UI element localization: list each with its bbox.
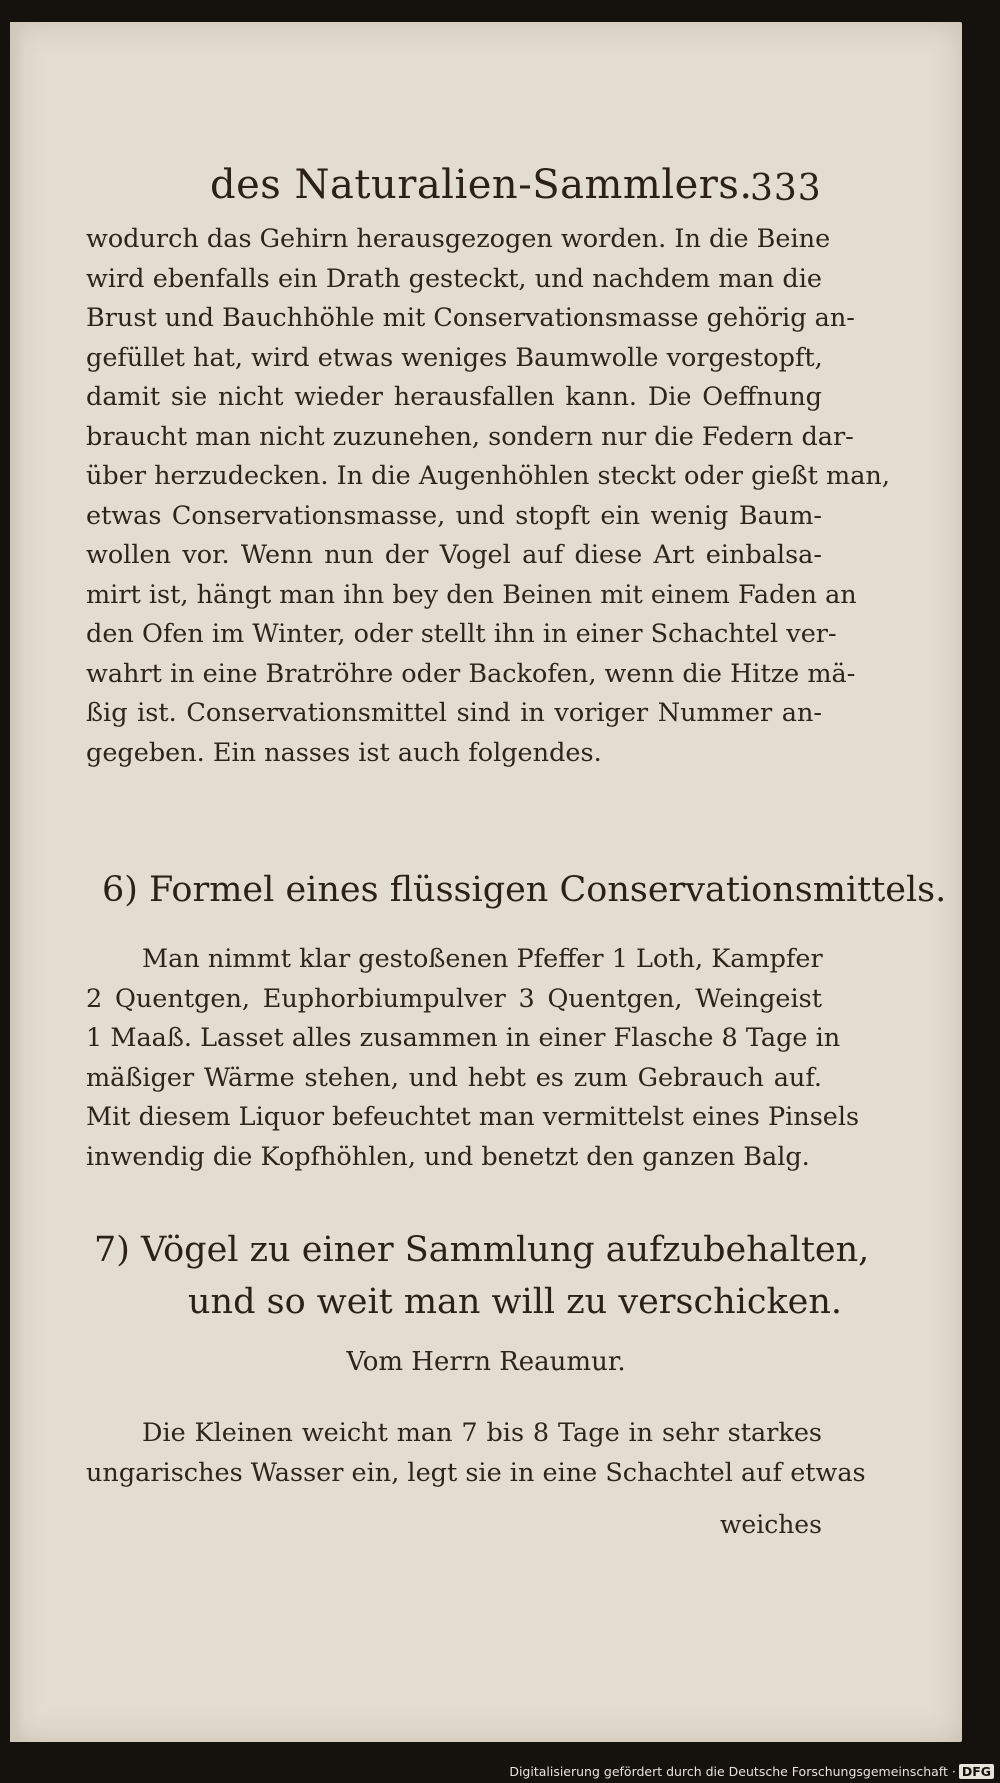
running-title: des Naturalien-Sammlers. [210, 162, 753, 208]
page-edge-shadow [10, 22, 24, 1742]
text-line: mirt ist, hängt man ihn bey den Beinen mit einem Faden an [86, 579, 857, 610]
section-heading-6: 6) Formel eines flüssigen Conservationsmittels. [102, 870, 947, 910]
text-line: wahrt in eine Bratröhre oder Backofen, wenn die Hitze mä- [86, 658, 856, 689]
byline: Vom Herrn Reaumur. [346, 1347, 626, 1377]
text-line: Man nimmt klar gestoßenen Pfeffer 1 Loth, Kampfer [142, 944, 823, 974]
dfg-logo: DFG [959, 1764, 994, 1779]
catchword: weiches [720, 1510, 822, 1539]
text-line: gefüllet hat, wird etwas weniges Baumwolle vorgestopft, [86, 342, 823, 373]
paragraph-3 [86, 1414, 866, 1493]
text-line: damit sie nicht wieder herausfallen kann. Die Oeffnung [86, 382, 822, 412]
book-page [10, 22, 962, 1742]
text-line: über herzudecken. In die Augenhöhlen steckt oder gießt man, [86, 461, 890, 491]
text-line: 1 Maaß. Lasset alles zusammen in einer Flasche 8 Tage in [86, 1023, 841, 1053]
text-line: mäßiger Wärme stehen, und hebt es zum Gebrauch auf. [86, 1062, 822, 1093]
text-line: ungarisches Wasser ein, legt sie in eine Schachtel auf etwas [86, 1457, 866, 1488]
text-line: etwas Conservationsmasse, und stopft ein wenig Baum- [86, 500, 822, 531]
section-heading-7-line-2: und so weit man will zu verschicken. [188, 1282, 843, 1322]
text-line: inwendig die Kopfhöhlen, und benetzt den ganzen Balg. [86, 1141, 810, 1172]
section-heading-7-line-1: 7) Vögel zu einer Sammlung aufzubehalten, [94, 1230, 870, 1270]
text-line: braucht man nicht zuzunehen, sondern nur die Federn dar- [86, 421, 854, 452]
paragraph-2 [86, 940, 860, 1177]
page-number: 333 [750, 168, 822, 209]
credit-text: Digitalisierung gefördert durch die Deutsche Forschungsgemeinschaft · [509, 1764, 956, 1779]
text-line: den Ofen im Winter, oder stellt ihn in einer Schachtel ver- [86, 619, 837, 649]
text-line: Brust und Bauchhöhle mit Conservationsmasse gehörig an- [86, 303, 855, 333]
text-line: 2 Quentgen, Euphorbiumpulver 3 Quentgen, Weingeist [86, 983, 822, 1014]
text-line: wird ebenfalls ein Drath gesteckt, und nachdem man die [86, 263, 822, 294]
text-line: Die Kleinen weicht man 7 bis 8 Tage in sehr starkes [142, 1418, 822, 1448]
text-line: Mit diesem Liquor befeuchtet man vermittelst eines Pinsels [86, 1102, 860, 1132]
text-line: wodurch das Gehirn herausgezogen worden. In die Beine [86, 224, 831, 254]
digitization-credit [509, 1764, 994, 1779]
text-line: ßig ist. Conservationsmittel sind in voriger Nummer an- [86, 698, 822, 728]
text-line: gegeben. Ein nasses ist auch folgendes. [86, 737, 602, 768]
text-line: wollen vor. Wenn nun der Vogel auf diese Art einbalsa- [86, 540, 822, 570]
paragraph-1 [86, 220, 890, 773]
